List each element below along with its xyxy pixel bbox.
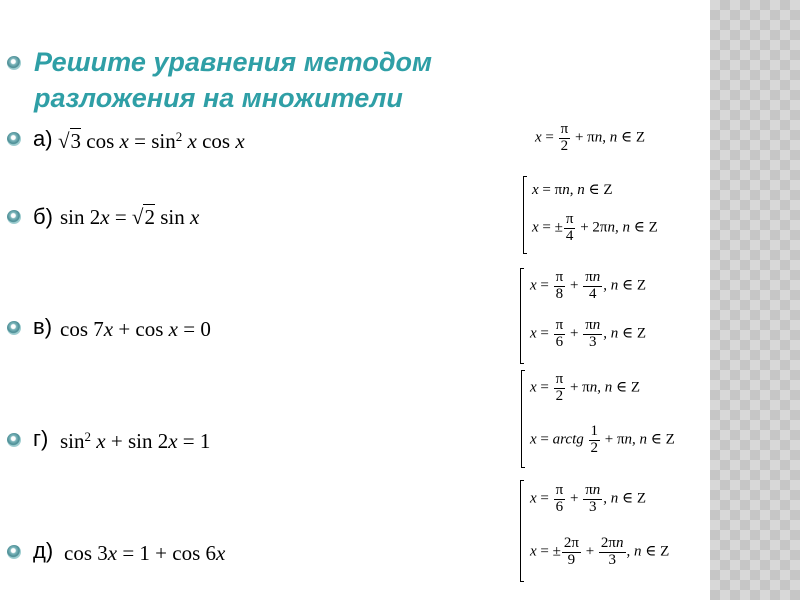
answer-bracket: [520, 480, 524, 582]
answer-b-2: x = ± $\frac{\pi}{4}$ + 2πn, n ∈ Z: [532, 211, 658, 244]
bullet-icon: [7, 433, 21, 447]
problem-label-c: в): [33, 314, 53, 339]
bullet-icon: [7, 545, 21, 559]
answer-d-1: x = $\frac{\pi}{2}$ + πn, n ∈ Z: [530, 371, 641, 404]
answer-a: x = $\frac{\pi}{2}$ + πn, n ∈ Z: [535, 121, 646, 154]
answer-d-2: x = arctg $\frac{1}{2}$ + πn, n ∈ Z: [530, 423, 675, 456]
equation-c: cos 7x + cos x = 0: [60, 317, 211, 341]
answer-bracket: [520, 268, 524, 364]
equation-d: $\sin^2 x + \sin 2x = 1$: [60, 429, 211, 454]
equation-e: cos 3x = 1 + cos 6x: [64, 541, 226, 565]
bullet-icon: [7, 210, 21, 224]
bullet-icon: [7, 321, 21, 335]
problem-label-a: а): [33, 126, 53, 151]
answer-c-2: x = $\frac{\pi}{6}$ + $\frac{\pi n}{3}$ , n ∈ Z: [530, 317, 647, 350]
answer-e-2: x = ± $\frac{2\pi}{9}$ + $\frac{2\pi n}{3}$ , n ∈ Z: [530, 535, 670, 568]
title-bullet-icon: [7, 56, 21, 70]
equation-a: √3 $\cos x = \sin^2 x$ cos x: [58, 129, 245, 154]
answer-e-1: x = $\frac{\pi}{6}$ + $\frac{\pi n}{3}$ , n ∈ Z: [530, 482, 647, 515]
answer-b-1: x = πn, n ∈ Z: [532, 182, 613, 198]
slide-title: Решите уравнения методом разложения на множители: [34, 47, 432, 113]
equation-b: sin 2x = √2 sin x: [60, 205, 200, 229]
bullet-icon: [7, 132, 21, 146]
answer-bracket: [523, 176, 527, 254]
problem-label-b: б): [33, 204, 53, 229]
answer-c-1: x = $\frac{\pi}{8}$ + $\frac{\pi n}{4}$ , n ∈ Z: [530, 269, 647, 302]
answer-bracket: [521, 370, 525, 468]
problem-label-e: д): [33, 538, 54, 563]
problem-label-d: г): [33, 426, 49, 451]
decorative-sidebar: [710, 0, 800, 600]
